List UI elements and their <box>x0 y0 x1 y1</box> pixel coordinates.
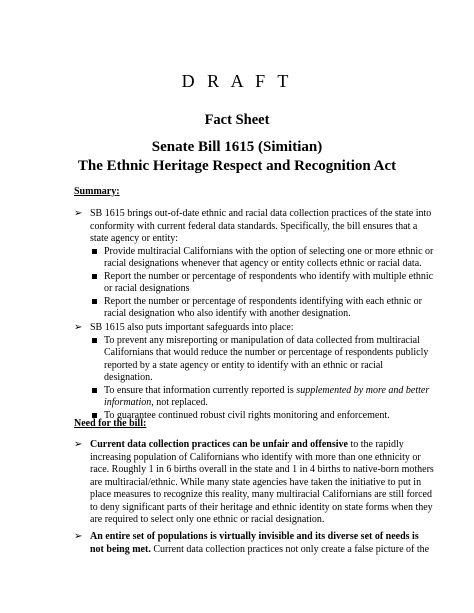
fact-sheet-heading: Fact Sheet <box>204 112 270 128</box>
square-bullet-icon <box>92 274 97 279</box>
list-item: To prevent any misreporting or manipulation of data collected from multiracial Californians that would reduce the number or percentage of respondents publicly reported by a state agency or entity to identify with an ethnic or racial designation. <box>90 335 434 385</box>
list-item: Provide multiracial Californians with the option of selecting one or more ethnic or racial designations whenever that agency or entity collects ethnic or racial data. <box>90 246 434 271</box>
summary-bullet-list <box>74 246 434 321</box>
need-paragraph-2: ➢ An entire set of populations is virtually invisible and its diverse set of needs is not being met. Current data collection practices not only create a false picture of the <box>74 531 430 555</box>
square-bullet-icon <box>92 413 97 418</box>
act-title: The Ethnic Heritage Respect and Recognition Act <box>77 158 397 174</box>
square-bullet-icon <box>92 249 97 254</box>
summary-paragraph-1: ➢ SB 1615 brings out-of-date ethnic and racial data collection practices of the state into conformity with current federal data standards. Specifically, the bill ensures that a state agency or entity: Provide multiracial Californians with the option of selecting one or more ethnic or racial designations whenever that agency or entity collects ethnic or racial data. Report the number or percentage of respondents who identify with multiple ethnic or racial designations Report the number or percentage of respondents identifying with each ethnic or racial designation who also identify with another designation. <box>74 208 434 319</box>
arrow-bullet-icon: ➢ <box>74 208 83 219</box>
square-bullet-icon <box>92 388 97 393</box>
summary-paragraph-2: ➢ SB 1615 also puts important safeguards into place: To prevent any misreporting or manipulation of data collected from multiracial Californians that would reduce the number or percentage of respondents publicly reported by a state agency or entity to identify with an ethnic or racial designation. To ensure that information currently reported is supplemented by more and better information, not replaced. To guarantee continued robust civil rights monitoring and enforcement. <box>74 322 434 422</box>
draft-label: D R A F T <box>181 71 293 91</box>
list-item: To guarantee continued robust civil rights monitoring and enforcement. <box>90 410 434 423</box>
safeguards-bullet-list <box>74 335 434 423</box>
list-item: Report the number or percentage of respondents who identify with multiple ethnic or racial designations <box>90 271 434 296</box>
square-bullet-icon <box>92 338 97 343</box>
bill-title: Senate Bill 1615 (Simitian) <box>151 139 323 155</box>
list-item: To ensure that information currently reported is supplemented by more and better information, not replaced. <box>90 385 434 410</box>
arrow-bullet-icon: ➢ <box>74 439 83 450</box>
need-heading: Need for the bill: <box>74 418 147 429</box>
list-item: Report the number or percentage of respondents identifying with each ethnic or racial designation who also identify with another designation. <box>90 296 434 321</box>
square-bullet-icon <box>92 299 97 304</box>
summary-heading: Summary: <box>74 186 120 197</box>
arrow-bullet-icon: ➢ <box>74 531 83 542</box>
need-paragraph-1: ➢ Current data collection practices can be unfair and offensive to the rapidly increasing population of Californians who identify with more than one ethnicity or race. Roughly 1 in 6 births overall in the state and 1 in 4 births to native-born mothers are multiracial/ethnic. While many state agencies have taken the initiative to put in place measures to recognize this reality, many multiracial Californians are still forced to deny significant parts of their heritage and ethnic identity on state forms when they are required to select only one ethnic or racial designation. <box>74 439 434 525</box>
arrow-bullet-icon: ➢ <box>74 322 83 333</box>
